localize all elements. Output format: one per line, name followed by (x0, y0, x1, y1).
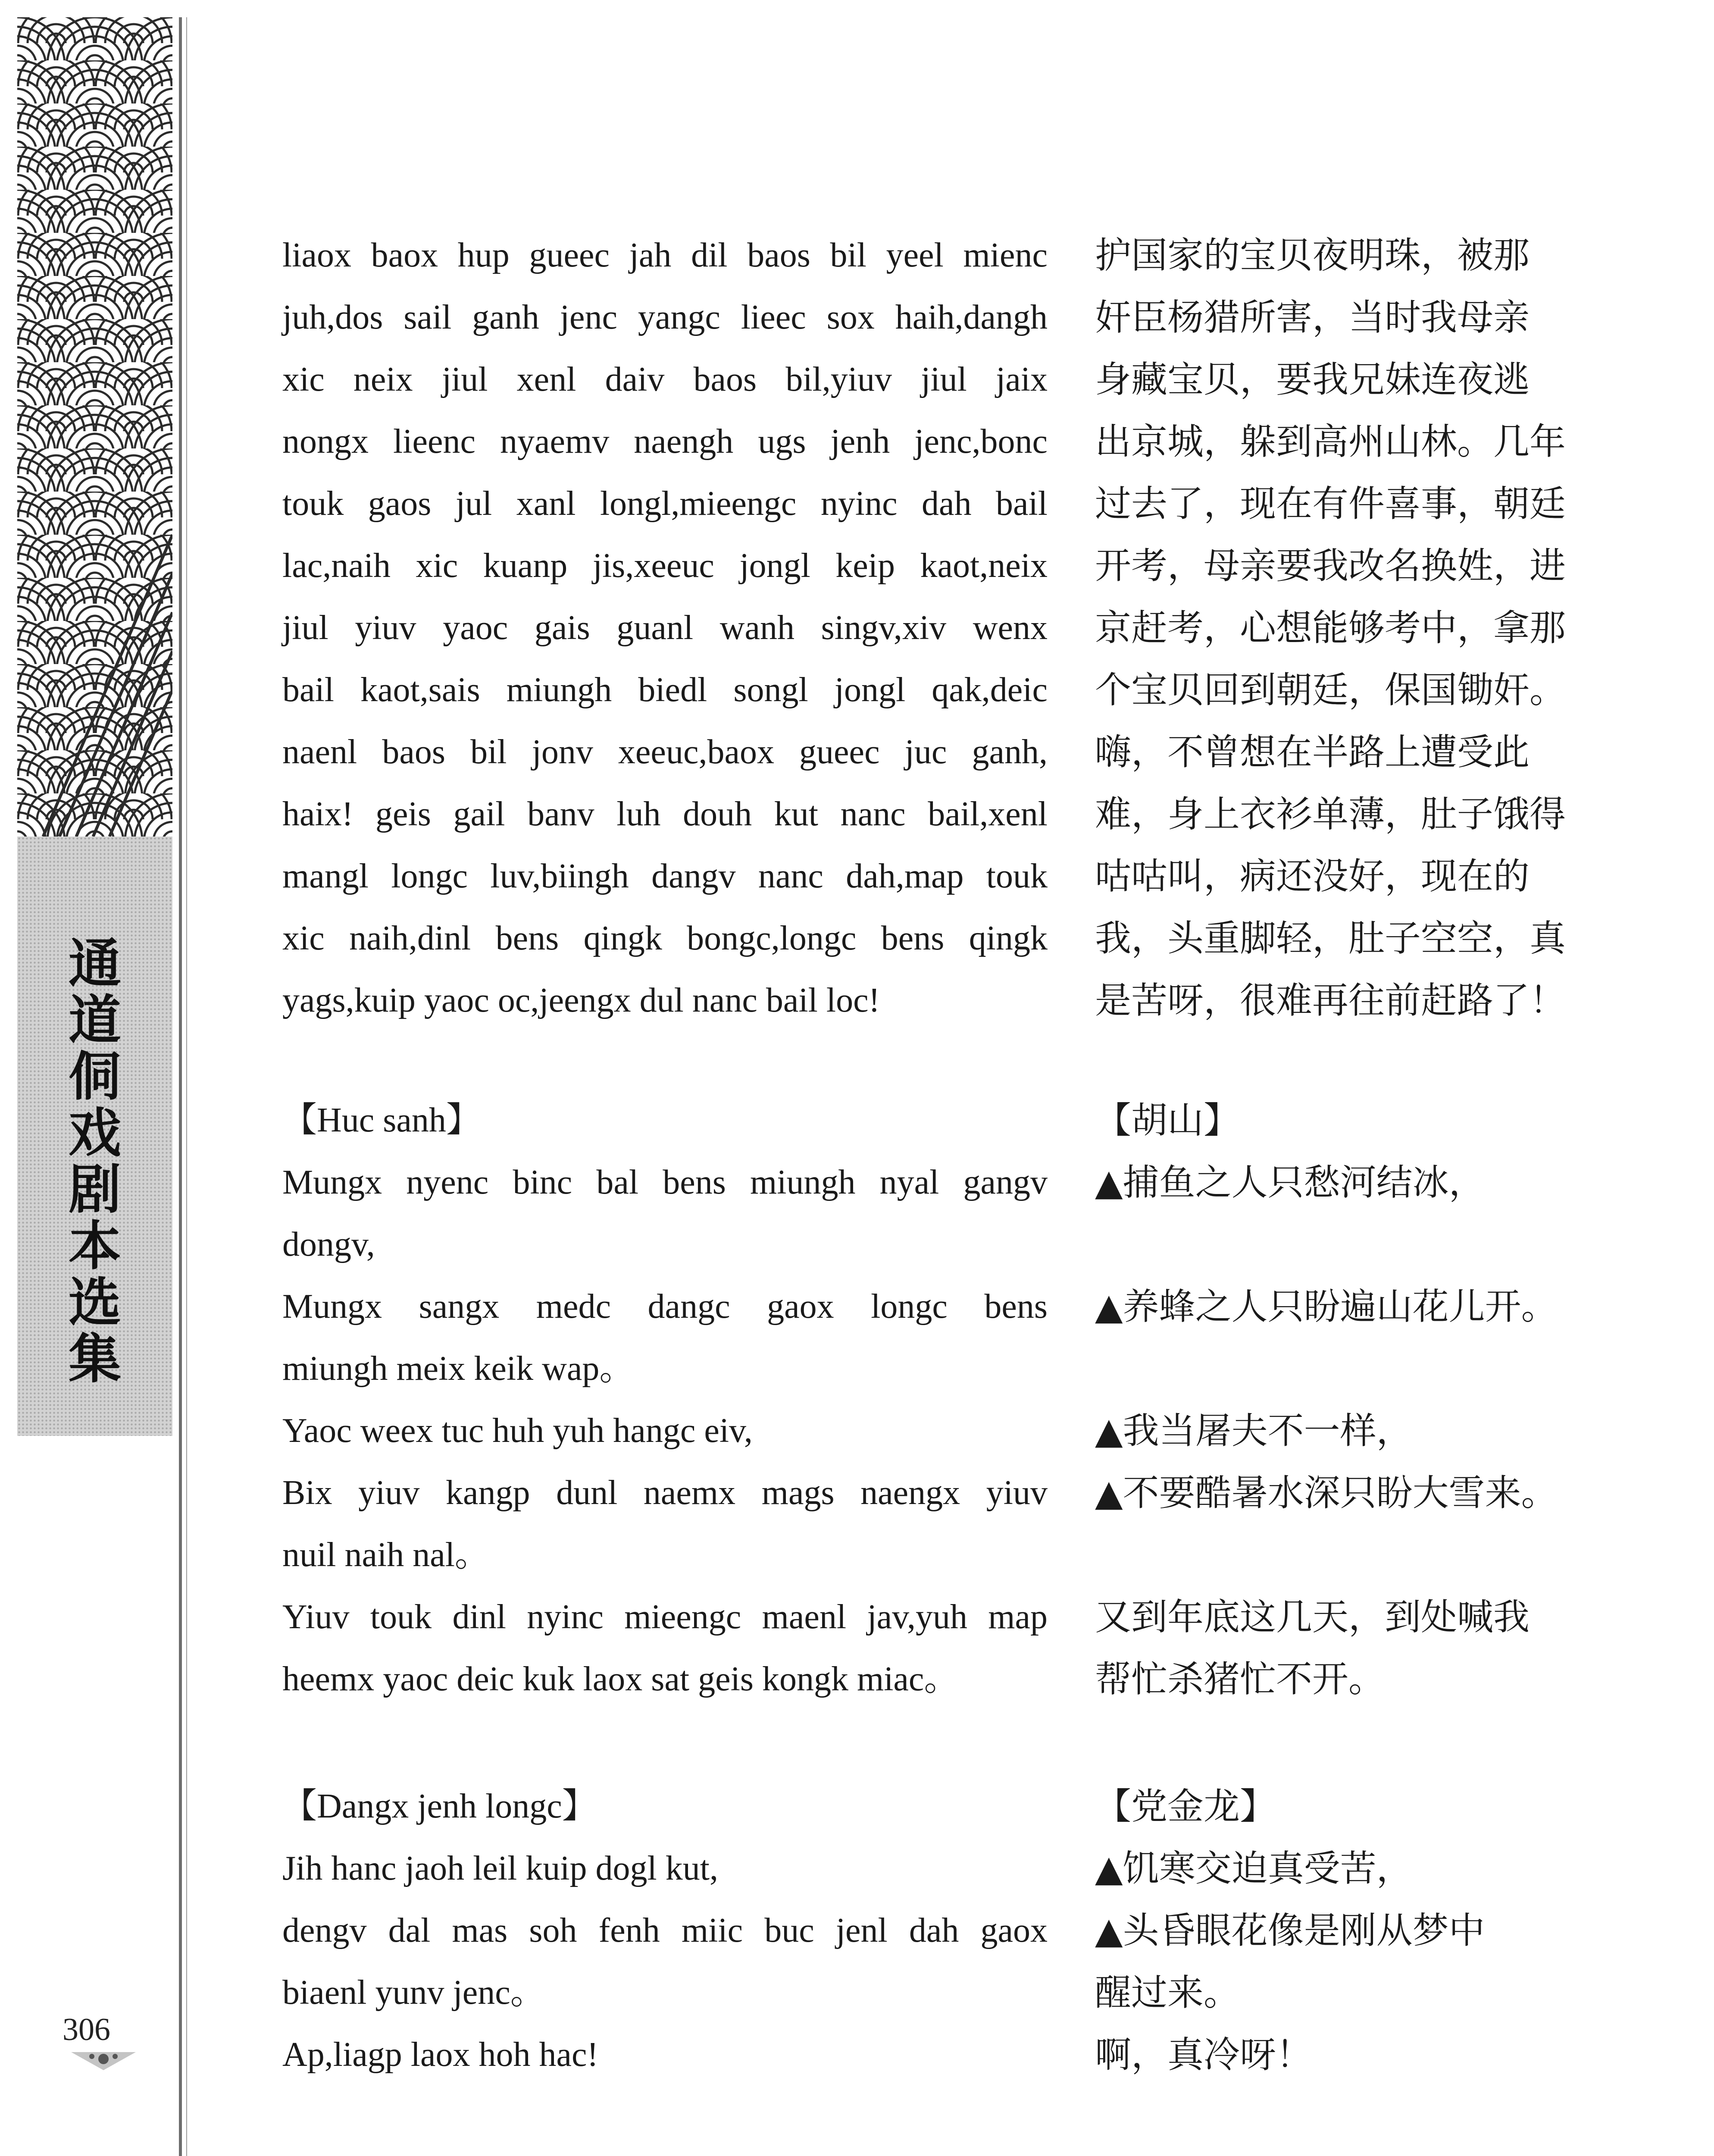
text-line: 又到年底这几天，到处喊我 (1095, 1596, 1530, 1638)
text-line: Ap,liagp laox hoh hac! (282, 2036, 599, 2074)
text-line: 奸臣杨猎所害，当时我母亲 (1095, 296, 1530, 338)
text-line: Mungx nyenc binc bal bens miungh nyal gangv (282, 1163, 1048, 1201)
text-line: 难，身上衣衫单薄，肚子饿得 (1095, 793, 1566, 835)
text-line: 啊，真冷呀！ (1095, 2034, 1313, 2076)
text-line: yags,kuip yaoc oc,jeengx dul nanc bail loc! (282, 981, 880, 1019)
text-line: haix! geis gail banv luh douh kut nanc bail,xenl (282, 795, 1048, 833)
speaker-label: 【Huc sanh】 (282, 1101, 481, 1139)
text-line: ▲养蜂之人只盼遍山花儿开。 (1095, 1285, 1558, 1328)
margin-rule-thin (186, 17, 187, 2156)
text-line: Jih hanc jaoh leil kuip dogl kut, (282, 1849, 718, 1887)
text-line: miungh meix keik wap。 (282, 1350, 634, 1388)
text-line: 京赶考，心想能够考中，拿那 (1095, 607, 1566, 649)
text-line: 开考，母亲要我改名换姓，进 (1095, 545, 1566, 587)
text-line: 嗨，不曾想在半路上遭受此 (1095, 731, 1530, 773)
page-ornament-icon (71, 2050, 136, 2074)
text-line: xic naih,dinl bens qingk bongc,longc bens qingk (282, 919, 1048, 957)
text-line: 帮忙杀猪忙不开。 (1095, 1658, 1385, 1700)
text-line: 过去了，现在有件喜事，朝廷 (1095, 483, 1566, 525)
text-line: 个宝贝回到朝廷，保国锄奸。 (1095, 669, 1566, 711)
text-line: ▲头昏眼花像是刚从梦中 (1095, 1909, 1485, 1952)
text-line: dengv dal mas soh fenh miic buc jenl dah gaox (282, 1912, 1048, 1949)
text-line: Yaoc weex tuc huh yuh hangc eiv, (282, 1412, 753, 1450)
text-line: nuil naih nal。 (282, 1536, 489, 1574)
margin-rule (179, 17, 182, 2156)
text-line: lac,naih xic kuanp jis,xeeuc jongl keip kaot,neix (282, 547, 1048, 585)
text-line: ▲饥寒交迫真受苦， (1095, 1847, 1413, 1890)
text-line: ▲我当屠夫不一样， (1095, 1410, 1413, 1452)
page-number: 306 (63, 2012, 110, 2047)
book-title-band (17, 837, 172, 1436)
text-line: biaenl yunv jenc。 (282, 1974, 545, 2012)
text-line: xic neix jiul xenl daiv baos bil,yiuv jiul jaix (282, 360, 1048, 398)
text-line: heemx yaoc deic kuk laox sat geis kongk miac。 (282, 1660, 959, 1698)
text-line: Mungx sangx medc dangc gaox longc bens (282, 1288, 1048, 1326)
text-line: Yiuv touk dinl nyinc mieengc maenl jav,yuh map (282, 1598, 1048, 1636)
text-line: bail kaot,sais miungh biedl songl jongl qak,deic (282, 671, 1048, 709)
text-line: ▲不要酷暑水深只盼大雪来。 (1095, 1472, 1558, 1514)
text-line: nongx lieenc nyaemv naengh ugs jenh jenc,bonc (282, 423, 1048, 461)
text-line: 出京城，躲到高州山林。几年 (1095, 420, 1566, 463)
text-line: 咕咕叫，病还没好，现在的 (1095, 855, 1530, 897)
text-line: ▲捕鱼之人只愁河结冰， (1095, 1161, 1485, 1203)
text-line: 醒过来。 (1095, 1971, 1240, 2014)
text-line: 护国家的宝贝夜明珠，被那 (1095, 234, 1530, 276)
speaker-label: 【胡山】 (1095, 1099, 1240, 1141)
text-line: dongv, (282, 1225, 375, 1263)
text-line: 是苦呀，很难再往前赶路了！ (1095, 979, 1566, 1022)
text-line: 我，头重脚轻，肚子空空，真 (1095, 917, 1566, 959)
text-line: jiul yiuv yaoc gais guanl wanh singv,xiv wenx (282, 609, 1048, 647)
book-title: 通 道 侗 戏 剧 本 选 集 (69, 933, 121, 1390)
text-line: touk gaos jul xanl longl,mieengc nyinc dah bail (282, 485, 1048, 523)
text-line: mangl longc luv,biingh dangv nanc dah,map touk (282, 857, 1048, 895)
text-line: Bix yiuv kangp dunl naemx mags naengx yiuv (282, 1474, 1048, 1512)
speaker-label: 【党金龙】 (1095, 1785, 1276, 1827)
text-line: liaox baox hup gueec jah dil baos bil yeel mienc (282, 236, 1048, 274)
text-line: naenl baos bil jonv xeeuc,baox gueec juc ganh, (282, 733, 1048, 771)
speaker-label: 【Dangx jenh longc】 (282, 1787, 597, 1825)
text-line: juh,dos sail ganh jenc yangc lieec sox haih,dangh (282, 298, 1048, 336)
text-line: 身藏宝贝，要我兄妹连夜逃 (1095, 358, 1530, 401)
